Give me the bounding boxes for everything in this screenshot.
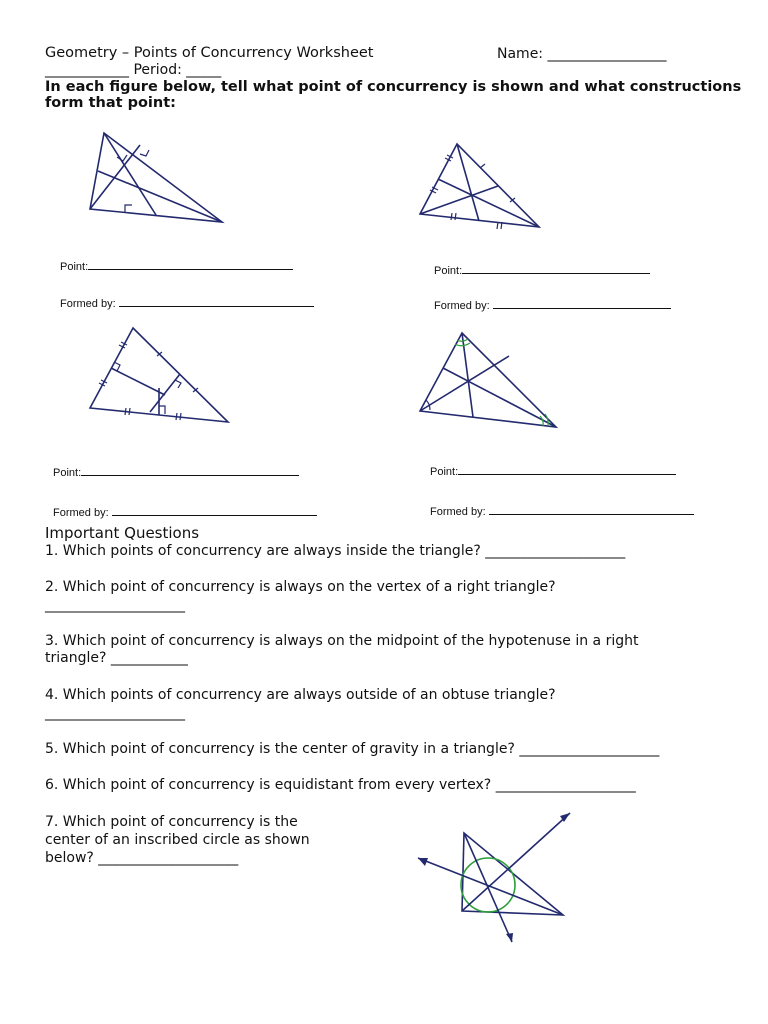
question-3[interactable] bbox=[45, 633, 638, 666]
fig1-point-row[interactable] bbox=[60, 257, 293, 273]
fig3-formed-blank[interactable] bbox=[112, 503, 317, 516]
question-2-blank[interactable]: ____________________ bbox=[45, 597, 185, 613]
id-blank[interactable]: ____________ bbox=[45, 62, 129, 78]
question-5[interactable] bbox=[45, 741, 659, 757]
fig4-point-label: Point: bbox=[430, 466, 459, 478]
question-7[interactable] bbox=[45, 813, 310, 867]
fig2-formed-label: Formed by: bbox=[434, 300, 490, 312]
fig4-formed-label: Formed by: bbox=[430, 506, 486, 518]
question-4-blank[interactable]: ____________________ bbox=[45, 705, 185, 721]
figure-1-orthocenter bbox=[90, 133, 222, 222]
figure-3-circumcenter bbox=[90, 328, 228, 422]
question-7-text-line-3: below? bbox=[45, 850, 94, 866]
question-4[interactable] bbox=[45, 687, 556, 721]
fig2-point-blank[interactable] bbox=[462, 261, 650, 274]
fig1-formed-blank[interactable] bbox=[119, 294, 314, 307]
question-7-blank[interactable]: ____________________ bbox=[98, 850, 239, 866]
name-label: Name: bbox=[497, 46, 544, 62]
period-label: Period: bbox=[133, 62, 182, 78]
fig3-point-label: Point: bbox=[53, 467, 82, 479]
fig3-formed-row[interactable] bbox=[53, 503, 317, 519]
question-4-text: 4. Which points of concurrency are always outside of an obtuse triangle? bbox=[45, 687, 556, 703]
fig1-point-blank[interactable] bbox=[88, 257, 293, 270]
fig3-point-blank[interactable] bbox=[81, 463, 299, 476]
fig1-formed-row[interactable] bbox=[60, 294, 314, 310]
fig4-formed-blank[interactable] bbox=[489, 502, 694, 515]
questions-heading: Important Questions bbox=[45, 524, 200, 542]
question-1-text: 1. Which points of concurrency are always inside the triangle? bbox=[45, 543, 481, 559]
figure-5-inscribed-circle bbox=[418, 813, 570, 942]
question-5-text: 5. Which point of concurrency is the center of gravity in a triangle? bbox=[45, 741, 515, 757]
fig4-point-row[interactable] bbox=[430, 462, 676, 478]
fig2-formed-row[interactable] bbox=[434, 296, 671, 312]
question-1-blank[interactable]: ____________________ bbox=[485, 543, 626, 559]
question-5-blank[interactable]: ____________________ bbox=[519, 741, 660, 757]
fig2-point-row[interactable] bbox=[434, 261, 650, 277]
question-3-text: 3. Which point of concurrency is always on the midpoint of the hypotenuse in a right bbox=[45, 633, 639, 649]
figure-2-centroid bbox=[420, 144, 539, 229]
fig2-formed-blank[interactable] bbox=[493, 296, 671, 309]
fig2-point-label: Point: bbox=[434, 265, 463, 277]
question-1[interactable] bbox=[45, 543, 625, 559]
question-2[interactable] bbox=[45, 579, 556, 613]
question-6-blank[interactable]: ____________________ bbox=[495, 777, 636, 793]
question-3-text-cont: triangle? bbox=[45, 650, 107, 666]
question-6-text: 6. Which point of concurrency is equidistant from every vertex? bbox=[45, 777, 492, 793]
figure-4-incenter bbox=[420, 333, 556, 427]
fig4-formed-row[interactable] bbox=[430, 502, 694, 518]
fig1-point-label: Point: bbox=[60, 261, 89, 273]
fig4-point-blank[interactable] bbox=[458, 462, 676, 475]
question-7-text-line-1: 7. Which point of concurrency is the bbox=[45, 814, 298, 830]
period-blank[interactable]: _____ bbox=[186, 62, 222, 78]
question-2-text: 2. Which point of concurrency is always on the vertex of a right triangle? bbox=[45, 579, 556, 595]
question-7-text-line-2: center of an inscribed circle as shown bbox=[45, 832, 310, 848]
instructions-line-1: In each figure below, tell what point of concurrency is shown and what constructions bbox=[45, 79, 742, 95]
title-text: Geometry – Points of Concurrency Worksheet bbox=[45, 45, 374, 61]
question-3-blank[interactable]: ___________ bbox=[110, 650, 188, 666]
question-6[interactable] bbox=[45, 777, 636, 793]
fig3-formed-label: Formed by: bbox=[53, 507, 109, 519]
fig1-formed-label: Formed by: bbox=[60, 298, 116, 310]
name-blank[interactable]: _________________ bbox=[547, 46, 667, 62]
fig3-point-row[interactable] bbox=[53, 463, 299, 479]
instructions-line-2: form that point: bbox=[45, 95, 176, 111]
